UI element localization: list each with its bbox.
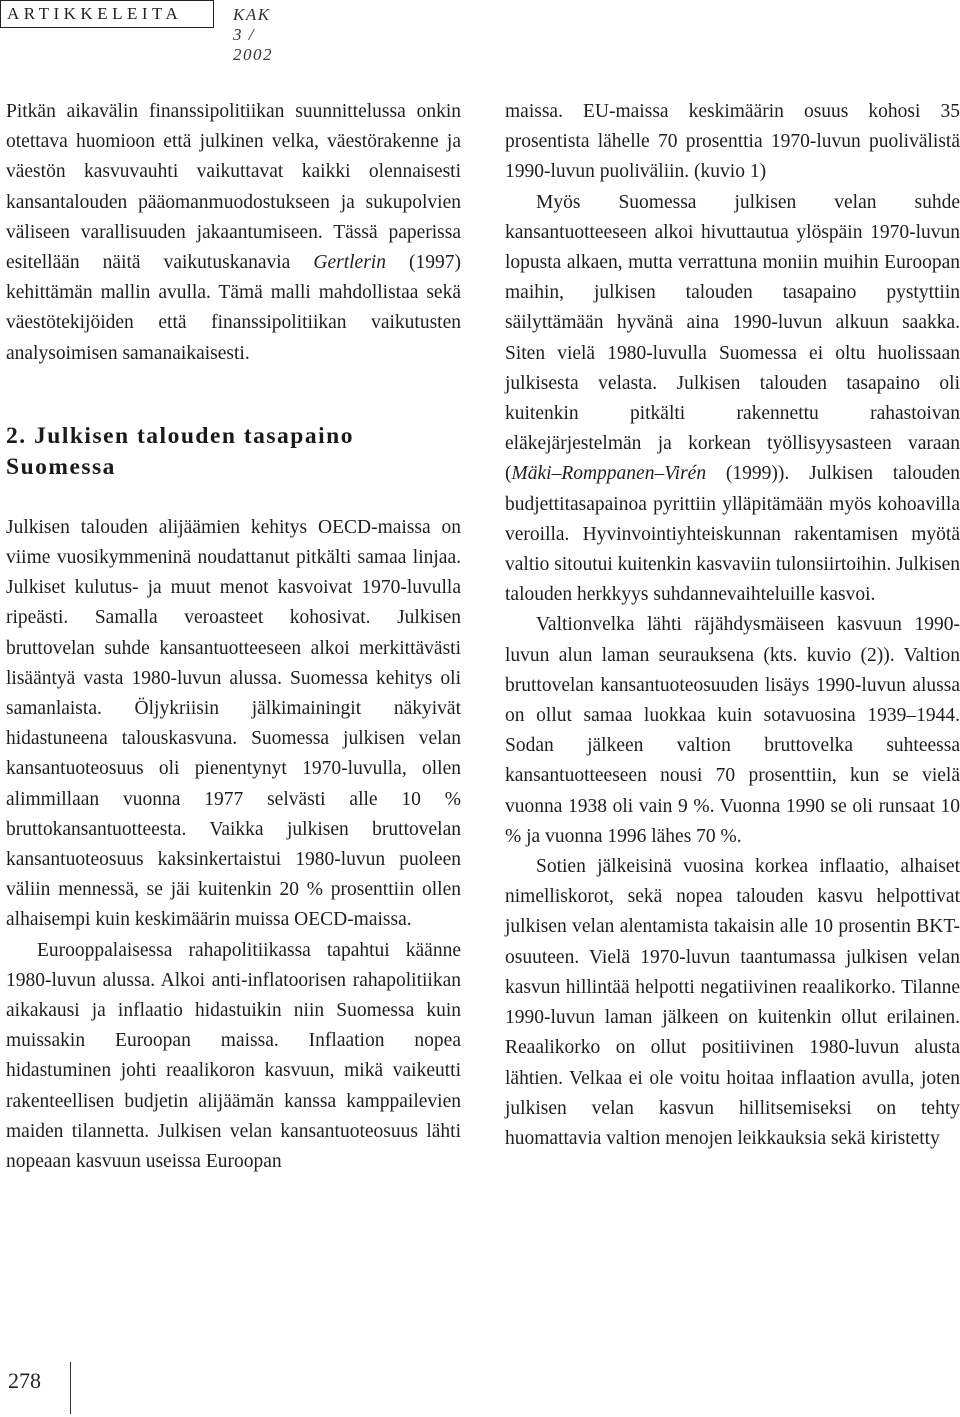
paragraph-finland-balance xyxy=(505,188,960,611)
text-segment: (1997) kehittämän mallin avulla. Tämä malli mahdollistaa sekä väestötekijöiden että finanssipolitiikan vaikutusten analysoimisen samanaikaisesti. xyxy=(6,252,461,364)
text-segment: Pitkän aikavälin finanssipolitiikan suunnittelussa onkin otettava huomioon että julkinen velka, väestörakenne ja väestön kasvuvauhti vaikuttavat kaikki olennaisesti kansantalouden pääomanmuodostukseen ja sukupolvien väliseen varallisuuden jakaantumiseen. Tässä paperissa esitellään näitä vaikutuskanavia xyxy=(6,101,461,274)
paragraph-monetary-policy: Eurooppalaisessa rahapolitiikassa tapahtui käänne 1980-luvun alussa. Alkoi anti-inflatoorisen rahapolitiikan aikakausi ja inflaatio hidastuikin niin Suomessa kuin muissakin Euroopan maissa. Inflaation nopea hidastuminen johti reaalikoron kasvuun, mikä vaikeutti rakenteellisen budjetin alijäämän kanssa kamppailevien maiden tilannetta. Julkisen velan kansantuoteosuus lähti nopeaan kasvuun useissa Euroopan xyxy=(6,939,461,1173)
journal-issue: KAK 3 / 2002 xyxy=(233,5,273,64)
page-number: 278 xyxy=(8,1368,41,1393)
text-segment: (1999)). Julkisen talouden budjettitasapainoa pyrittiin ylläpitämään myös kohoavilla veroilla. Hyvinvointiyhteiskunnan rakentamisen myötä valtio sitoutui kuitenkin kasvaviin tulonsiirtoihin. Julkisen talouden herkkyys suhdannevaihteluille kasvoi. xyxy=(505,463,960,606)
section-label: ARTIKKELEITA xyxy=(0,0,214,28)
paragraph-intro xyxy=(6,97,461,369)
left-column xyxy=(6,97,461,1177)
paragraph-post-war: Sotien jälkeisinä vuosina korkea inflaatio, alhaiset nimelliskorot, sekä nopea talouden kasvu helpottivat julkisen velan alentamista takaisin alle 10 prosentin BKT-osuuteen. Vielä 1970-luvun taantumassa julkisen velan kasvun hillintää helpotti negatiivinen reaalikorko. Tilanne 1990-luvun laman jälkeen on kuitenkin ollut erilainen. Reaalikorko on ollut positiivinen 1980-luvun alusta lähtien. Velkaa ei ole voitu hoitaa inflaation avulla, joten julkisen velan kasvun hillitsemiseksi on tehty huomattavia valtion menojen leikkauksia sekä kiristetty xyxy=(505,856,960,1149)
right-column xyxy=(505,97,960,1154)
paragraph-deficit-trend: Julkisen talouden alijäämien kehitys OECD-maissa on viime vuosikymmeninä noudattanut pitkälti samaa linjaa. Julkiset kulutus- ja muut menot kasvoivat 1970-luvulla ripeästi. Samalla veroasteet kohosivat. Julkisen bruttovelan suhde kansantuotteeseen alkoi merkittävästi lisääntyä vasta 1980-luvun alussa. Suomessa kehitys oli samanlaista. Öljykriisin jälkimainingit näkyivät hidastuneena talouskasvuna. Suomessa julkisen velan kansantuoteosuus oli pienentynyt 1970-luvulla, ollen alimmillaan vuonna 1977 selvästi alle 10 % bruttokansantuotteesta. Vaikka julkisen bruttovelan kansantuoteosuus kaksinkertaistui 1980-luvun puoleen väliin mennessä, se jäi kuitenkin 20 % prosenttiin ollen alhaisempi kuin keskimäärin muissa OECD-maissa. xyxy=(6,516,461,931)
citation-gertler: Gertlerin xyxy=(313,252,386,274)
citation-maki-romppanen-viren: Mäki–Romppanen–Virén xyxy=(511,463,707,485)
paragraph-eu-debt: maissa. EU-maissa keskimäärin osuus kohosi 35 prosentista lähelle 70 prosenttia 1970-luvun puolivälistä 1990-luvun puoliväliin. (kuvio 1) xyxy=(505,101,960,183)
section-heading: 2. Julkisen talouden tasapaino Suomessa xyxy=(6,422,354,480)
footer-divider xyxy=(70,1362,71,1414)
text-segment: Myös Suomessa julkisen velan suhde kansantuotteeseen alkoi hivuttautua ylöspäin 1970-luvun lopusta alkaen, mutta verrattuna moniin muihin Euroopan maihin, julkisen talouden tasapaino pystyttiin säilyttämään hyvänä aina 1990-luvun alkuun saakka. Siten vielä 1980-luvulla Suomessa ei oltu huolissaan julkisesta velasta. Julkisen talouden tasapaino oli kuitenkin pitkälti rakennettu rahastoivan eläkejärjestelmän ja korkean työllisyysasteen varaan ( xyxy=(505,191,960,485)
paragraph-state-debt: Valtionvelka lähti räjähdysmäiseen kasvuun 1990-luvun alun laman seurauksena (kts. kuvio (2)). Valtion bruttovelan kansantuoteosuuden lisäys 1990-luvun alussa on ollut samaa luokkaa kuin sotavuosina 1939–1944. Sodan jälkeen valtion bruttovelka suhteessa kansantuotteeseen nousi 70 prosenttiin, kun se vielä vuonna 1938 oli vain 9 %. Vuonna 1990 se oli runsaat 10 % ja vuonna 1996 lähes 70 %. xyxy=(505,614,960,847)
